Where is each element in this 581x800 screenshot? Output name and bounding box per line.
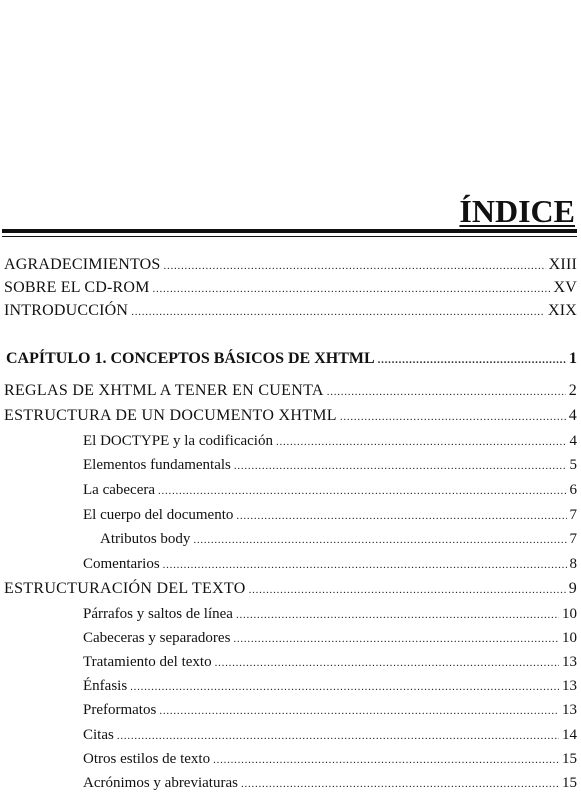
dot-leader: [158, 485, 566, 497]
dot-leader: [276, 436, 567, 448]
dot-leader: [215, 657, 559, 669]
toc-entry-preformatos[interactable]: [83, 702, 577, 719]
page-title: ÍNDICE: [459, 193, 575, 229]
toc-entry-page: XIII: [548, 256, 577, 273]
toc-entry-page: 4: [568, 407, 577, 424]
toc-entry-page: XV: [553, 279, 577, 296]
toc-entry-label: Acrónimos y abreviaturas: [83, 775, 238, 791]
toc-entry-label: SOBRE EL CD-ROM: [4, 279, 150, 296]
toc-entry-page: 13: [562, 678, 577, 694]
toc-entry-page: 14: [562, 727, 577, 743]
toc-entry-estructura[interactable]: [4, 407, 577, 425]
toc-entry-parrafos[interactable]: [83, 606, 577, 623]
toc-entry-label: Tratamiento del texto: [83, 654, 212, 670]
toc-entry-page: 15: [562, 751, 577, 767]
toc-entry-elementos[interactable]: [83, 457, 577, 474]
toc-entry-page: 7: [569, 531, 577, 547]
toc-entry-page: 6: [569, 482, 577, 498]
toc-entry-label: La cabecera: [83, 482, 156, 498]
toc-entry-label: INTRODUCCIÓN: [4, 302, 129, 319]
toc-entry-cuerpo[interactable]: [83, 507, 577, 524]
toc-entry-reglas[interactable]: [4, 382, 577, 400]
dot-leader: [236, 609, 559, 621]
toc-entry-page: 8: [569, 556, 577, 572]
toc-entry-label: El DOCTYPE y la codificación: [83, 433, 273, 449]
toc-entry-otros-estilos[interactable]: [83, 751, 577, 768]
toc-entry-label: ESTRUCTURA DE UN DOCUMENTO XHTML: [4, 407, 337, 424]
toc-entry-sobre-el-cd-rom[interactable]: [4, 279, 577, 297]
toc-entry-citas[interactable]: [83, 727, 577, 744]
dot-leader: [163, 260, 545, 272]
toc-entry-label: Preformatos: [83, 702, 157, 718]
toc-entry-label: Cabeceras y separadores: [83, 630, 231, 646]
toc-entry-page: 13: [562, 702, 577, 718]
dot-leader: [327, 386, 566, 398]
toc-entry-page: 4: [569, 433, 577, 449]
dot-leader: [241, 778, 559, 790]
toc-entry-page: 10: [562, 606, 577, 622]
toc-entry-page: 13: [562, 654, 577, 670]
dot-leader: [236, 510, 566, 522]
dot-leader: [117, 730, 559, 742]
toc-chapter-page: 1: [569, 350, 577, 367]
toc-chapter-label: CAPÍTULO 1. CONCEPTOS BÁSICOS DE XHTML: [6, 350, 375, 367]
toc-entry-tratamiento[interactable]: [83, 654, 577, 671]
toc-entry-acronimos[interactable]: [83, 775, 577, 792]
toc-entry-label: ESTRUCTURACIÓN DEL TEXTO: [4, 580, 246, 597]
toc-entry-page: XIX: [547, 302, 577, 319]
dot-leader: [340, 411, 566, 423]
toc-entry-label: El cuerpo del documento: [83, 507, 234, 523]
dot-leader: [159, 705, 559, 717]
toc-entry-atributos-body[interactable]: [100, 531, 577, 548]
toc-entry-page: 15: [562, 775, 577, 791]
toc-entry-doctype[interactable]: [83, 433, 577, 450]
toc-entry-cabecera[interactable]: [83, 482, 577, 499]
toc-entry-enfasis[interactable]: [83, 678, 577, 695]
toc-chapter-1[interactable]: [6, 350, 577, 368]
toc-entry-label: AGRADECIMIENTOS: [4, 256, 161, 273]
toc-entry-page: 5: [569, 457, 577, 473]
toc-entry-page: 7: [569, 507, 577, 523]
toc-entry-label: REGLAS DE XHTML A TENER EN CUENTA: [4, 382, 324, 399]
toc-entry-page: 9: [568, 580, 577, 597]
toc-entry-label: Atributos body: [100, 531, 191, 547]
dot-leader: [233, 633, 559, 645]
toc-entry-page: 10: [562, 630, 577, 646]
toc-entry-agradecimientos[interactable]: [4, 256, 577, 274]
dot-leader: [131, 306, 545, 318]
dot-leader: [163, 559, 567, 571]
dot-leader: [130, 681, 559, 693]
toc-entry-page: 2: [568, 382, 577, 399]
toc-entry-estructuracion[interactable]: [4, 580, 577, 598]
dot-leader: [378, 354, 566, 366]
toc-entry-cabeceras[interactable]: [83, 630, 577, 647]
toc-entry-label: Comentarios: [83, 556, 160, 572]
toc-entry-label: Elementos fundamentals: [83, 457, 231, 473]
dot-leader: [249, 584, 566, 596]
toc-entry-label: Párrafos y saltos de línea: [83, 606, 233, 622]
toc-entry-label: Otros estilos de texto: [83, 751, 211, 767]
dot-leader: [234, 460, 567, 472]
toc-entry-comentarios[interactable]: [83, 556, 577, 573]
toc-entry-label: Citas: [83, 727, 114, 743]
dot-leader: [193, 534, 566, 546]
toc-entry-label: Énfasis: [83, 678, 128, 694]
dot-leader: [153, 283, 551, 295]
dot-leader: [213, 754, 559, 766]
toc-entry-introduccion[interactable]: [4, 302, 577, 320]
